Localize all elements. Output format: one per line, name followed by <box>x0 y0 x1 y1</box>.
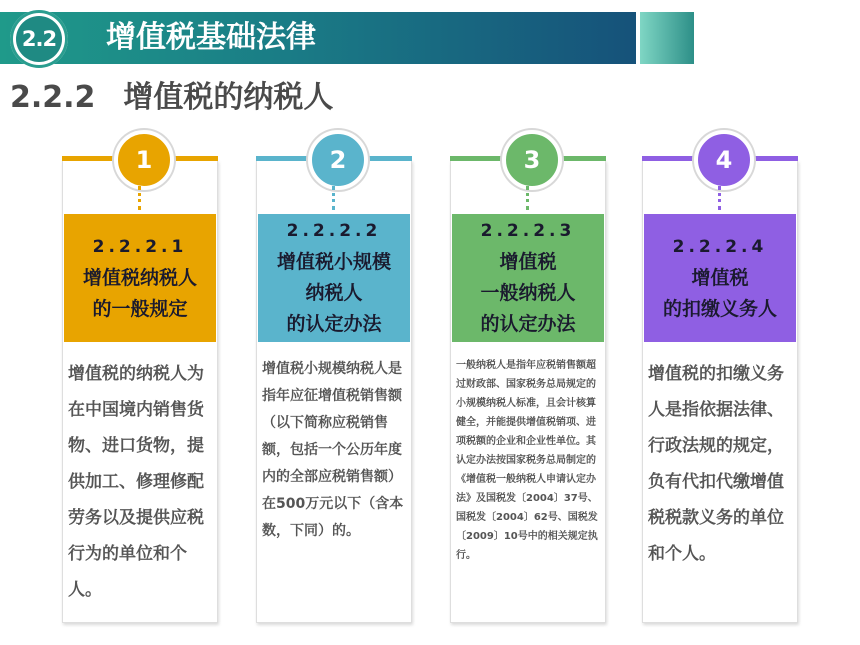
column-heading-line: 的认定办法 <box>286 313 382 335</box>
step-number-circle: 2 <box>308 130 368 190</box>
column-heading-box <box>644 214 796 342</box>
column-code: 2.2.2.1 <box>92 236 188 257</box>
column-heading-box <box>64 214 216 342</box>
column-body-text: 增值税的扣缴义务人是指依据法律、行政法规的规定，负有代扣代缴增值税税款义务的单位和个人。 <box>648 364 784 564</box>
column-heading-line: 一般纳税人 <box>480 282 576 304</box>
step-number-circle: 4 <box>694 130 754 190</box>
step-number-circle: 3 <box>502 130 562 190</box>
column-heading-box <box>258 214 410 342</box>
column-code: 2.2.2.4 <box>672 236 768 257</box>
header-bar <box>0 12 636 64</box>
column-heading-line: 增值税纳税人 <box>82 266 197 289</box>
column-code: 2.2.2.2 <box>286 221 382 241</box>
header-title: 增值税基础法律 <box>106 20 316 55</box>
column-heading-line: 的一般规定 <box>92 297 188 320</box>
step-number-circle: 1 <box>114 130 174 190</box>
column-code: 2.2.2.3 <box>480 221 576 241</box>
column-heading-line: 纳税人 <box>305 282 363 304</box>
dotted-connector <box>138 186 141 210</box>
section-badge <box>10 10 68 68</box>
dotted-connector <box>718 186 721 210</box>
section-title <box>10 74 333 122</box>
section-title-text: 增值税的纳税人 <box>123 80 334 115</box>
column-heading-line: 增值税小规模 <box>276 251 391 273</box>
column-heading-line: 的扣缴义务人 <box>662 297 777 320</box>
column-heading-box <box>452 214 604 342</box>
section-badge-label: 2.2 <box>16 16 62 62</box>
column-body-text: 一般纳税人是指年应税销售额超过财政部、国家税务总局规定的小规模纳税人标准，且会计核算健全，并能提供增值税销项、进项税额的企业和企业性单位。其认定办法按国家税务总局制定的《增值税一般纳税人申请认定办法》及国税发〔2004〕37号、国税发〔2004〕62号、国税发〔2009〕10号中的相关规定执行。 <box>456 360 598 561</box>
column-body-text: 增值税的纳税人为在中国境内销售货物、进口货物，提供加工、修理修配劳务以及提供应税行为的单位和个人。 <box>68 364 204 600</box>
column-heading-line: 增值税 <box>691 266 749 289</box>
dotted-connector <box>332 186 335 210</box>
header-accent <box>640 12 694 64</box>
column-heading-line: 增值税 <box>499 251 557 273</box>
dotted-connector <box>526 186 529 210</box>
column-heading-line: 的认定办法 <box>480 313 576 335</box>
section-number: 2.2.2 <box>10 80 96 115</box>
column-body-text: 增值税小规模纳税人是指年应征增值税销售额（以下简称应税销售额，包括一个公历年度内的全部应税销售额）在500万元以下（含本数，下同）的。 <box>262 361 404 539</box>
